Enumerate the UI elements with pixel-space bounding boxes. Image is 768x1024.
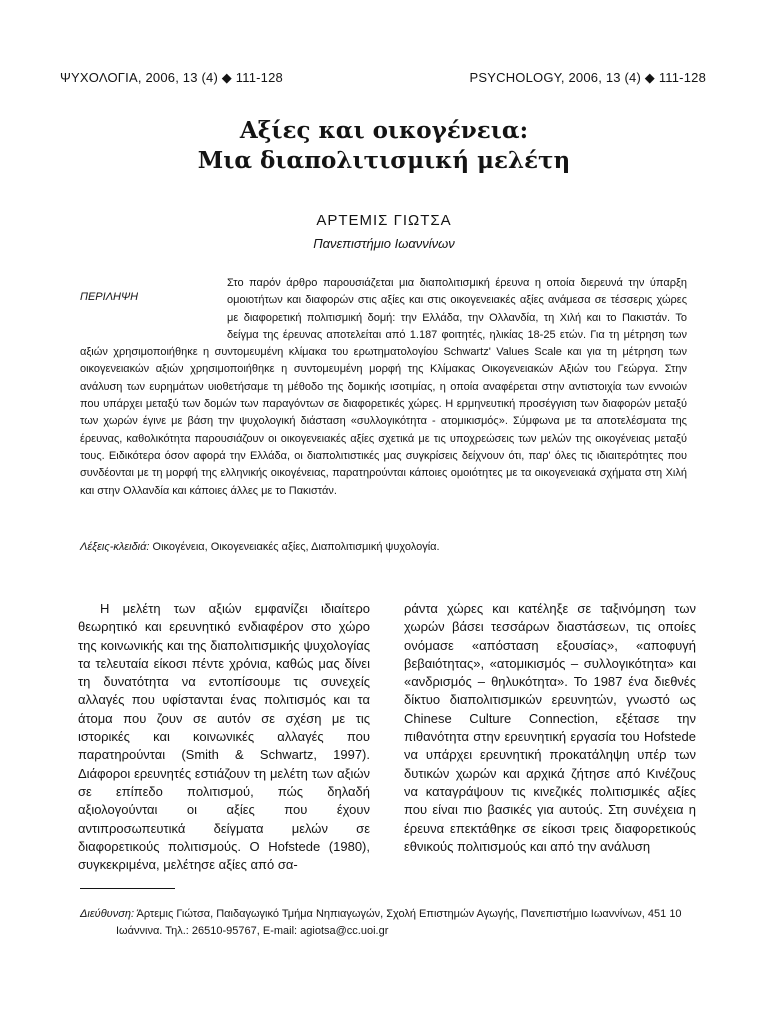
running-head-left: ΨΥΧΟΛΟΓΙΑ, 2006, 13 (4) ◆ 111-128 <box>60 70 283 85</box>
keywords <box>80 541 687 553</box>
footnote <box>80 906 728 940</box>
author-affiliation: Πανεπιστήμιο Ιωαννίνων <box>313 236 455 251</box>
running-head <box>60 70 706 86</box>
author-name: ΑΡΤΕΜΙΣ ΓΙΩΤΣΑ <box>316 212 452 229</box>
abstract-text: Στο παρόν άρθρο παρουσιάζεται μια διαπολιτισμική έρευνα η οποία διερευνά την ύπαρξη ομοιοτήτων και διαφορών στις αξίες και στις οικογενειακές αξίες ανάμεσα σε τέσσερις χώρες με διαφορετική πολιτισμική δομή: την Ελλάδα, την Ολλανδία, τη Χιλή και το Πακιστάν. Το δείγμα της έρευνας αποτελείται από 1.187 φοιτητές, ηλικίας 18-25 ετών. Για τη μέτρηση των αξιών χρησιμοποιήθηκε η συντομευμένη κλίμακα του ερωτηματολογίου Schwartz' Values Scale και για τη μέτρηση των οικογενειακών αξιών χρησιμοποιήθηκε η συντομευμένη μορφή της Κλίμακας Οικογενειακών Αξιών του Γεώργα. Στην ανάλυση των ευρημάτων υιοθετήσαμε τη μέθοδο της δομικής ισοτιμίας, η οποία αναφέρεται στην αντιστοιχία των εννοιών που υπάρχει μεταξύ των δομών των παραγόντων σε διαφορετικές χώρες. Η ερμηνευτική προσέγγιση των διαφορών μεταξύ των χωρών έγινε με βάση την ψυχολογική διάσταση «συλλογικότητα - ατομικισμός». Σύμφωνα με τα αποτελέσματα της έρευνας, καθολικότητα παρουσιάζουν οι οικογενειακές αξίες σχετικά με τις υποχρεώσεις των μελών της οικογένειας μεταξύ τους. Ειδικότερα όσον αφορά την Ελλάδα, οι διαπολιτιστικές μας συγκρίσεις δείχνουν ότι, παρ' όλες τις ιδιαιτερότητες που συνδέονται με τη μορφή της ελληνικής οικογένειας, παρατηρούνται κάποιες ομοιότητες με τα οικογενειακά σχήματα στη Χιλή και στην Ολλανδία και κάποιες άλλες με το Πακιστάν. <box>80 277 687 497</box>
body-columns <box>78 600 696 874</box>
keywords-label: Λέξεις-κλειδιά: <box>80 541 150 553</box>
running-head-right: PSYCHOLOGY, 2006, 13 (4) ◆ 111-128 <box>469 70 706 85</box>
footnote-label: Διεύθυνση: <box>80 908 135 920</box>
article-title <box>0 116 768 176</box>
footnote-rule <box>80 888 175 889</box>
body-left-column: Η μελέτη των αξιών εμφανίζει ιδιαίτερο θεωρητικό και ερευνητικό ενδιαφέρον στο χώρο της κοινωνικής και της διαπολιτισμικής ψυχολογίας τα τελευταία είκοσι πέντε χρόνια, καθώς μας δίνει τη δυνατότητα να εντοπίσουμε τις συνεχείς αλλαγές που υφίστανται ένας πολιτισμός και τα άτομα που ζουν σε αυτόν σε σχέση με τις ιστορικές και κοινωνικές αλλαγές που παρατηρούνται (Smith & Schwartz, 1997). Διάφοροι ερευνητές εστιάζουν τη μελέτη των αξιών σε επίπεδο πολιτισμού, πώς δηλαδή αξιολογούνται οι αξίες που έχουν αντιπροσωπευτικά δείγματα μελών σε διαφορετικούς πολιτισμούς. Ο Hofstede (1980), συγκεκριμένα, μελέτησε αξίες από σα- <box>78 601 370 873</box>
title-line-2: Μια διαπολιτισμική μελέτη <box>197 147 571 174</box>
footnote-text: Άρτεμις Γιώτσα, Παιδαγωγικό Τμήμα Νηπιαγωγών, Σχολή Επιστημών Αγωγής, Πανεπιστήμιο Ιωαννίνων, 451 10 Ιωάννινα. Τηλ.: 26510-95767, E-mail: agiotsa@cc.uoi.gr <box>116 908 682 937</box>
body-right-column: ράντα χώρες και κατέληξε σε ταξινόμηση των χωρών βάσει τεσσάρων διαστάσεων, τις οποίες ονόμασε «απόσταση εξουσίας», «αποφυγή βεβαιότητας», «ατομικισμός – συλλογικότητα» και «ανδρισμός – θηλυκότητα». Το 1987 ένα διεθνές δίκτυο διαπολιτισμικών ερευνητών, γνωστό ως Chinese Culture Connection, εξέτασε την πιθανότητα στην ερευνητική εργασία του Hofstede να υπάρχει ερευνητική προκατάληψη υπέρ των δυτικών χωρών και αρχικά ζήτησε από Κινέζους να καταγράψουν τις κινεζικές πολιτισμικές αξίες που είναι πιο βασικές για αυτούς. Στη συνέχεια η έρευνα επεκτάθηκε σε είκοσι τρεις διαφορετικούς εθνικούς πολιτισμούς και από την ανάλυση <box>404 601 696 854</box>
keywords-text: Οικογένεια, Οικογενειακές αξίες, Διαπολιτισμική ψυχολογία. <box>149 541 440 553</box>
title-line-1: Αξίες και οικογένεια: <box>239 117 529 144</box>
abstract-label: ΠΕΡΙΛΗΨΗ <box>80 291 139 303</box>
